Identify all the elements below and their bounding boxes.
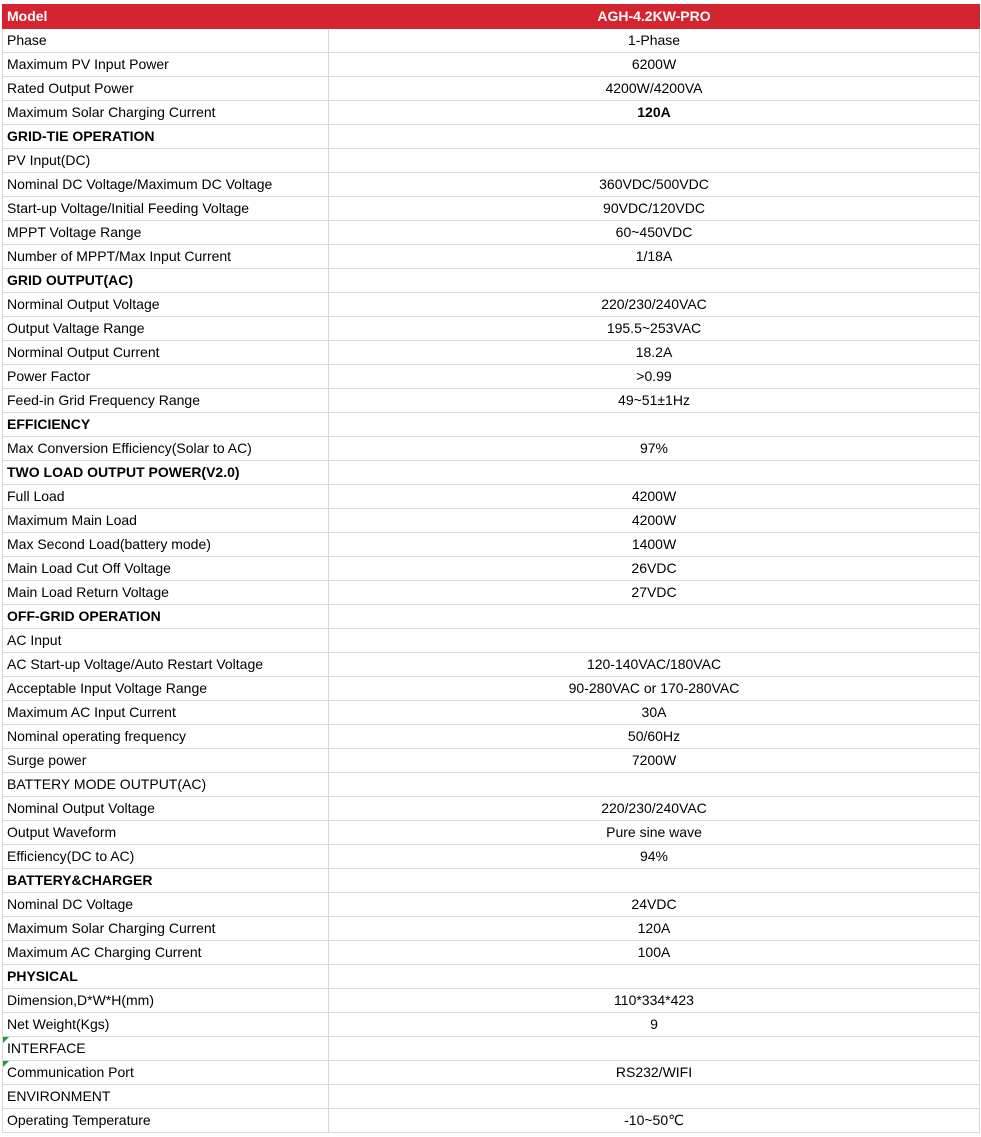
spec-value-cell[interactable]: 360VDC/500VDC bbox=[329, 173, 980, 197]
spec-label-cell[interactable]: Rated Output Power bbox=[3, 77, 329, 101]
spec-label-cell[interactable]: Full Load bbox=[3, 485, 329, 509]
spec-row bbox=[3, 149, 980, 173]
spec-label-cell[interactable]: Norminal Output Current bbox=[3, 341, 329, 365]
spec-value-cell[interactable]: 110*334*423 bbox=[329, 989, 980, 1013]
section-title-cell[interactable]: OFF-GRID OPERATION bbox=[3, 605, 329, 629]
section-header-row bbox=[3, 125, 980, 149]
section-title-cell[interactable]: TWO LOAD OUTPUT POWER(V2.0) bbox=[3, 461, 329, 485]
spec-value-cell[interactable] bbox=[329, 125, 980, 149]
spec-value-cell[interactable]: 4200W bbox=[329, 509, 980, 533]
spec-value-cell[interactable]: 24VDC bbox=[329, 893, 980, 917]
spec-label-cell[interactable]: Norminal Output Voltage bbox=[3, 293, 329, 317]
header-row bbox=[3, 5, 980, 29]
spec-row bbox=[3, 917, 980, 941]
spec-value-cell[interactable]: 120A bbox=[329, 101, 980, 125]
spec-row bbox=[3, 29, 980, 53]
spec-label-cell[interactable]: Maximum Main Load bbox=[3, 509, 329, 533]
spec-row bbox=[3, 845, 980, 869]
section-title-cell[interactable]: EFFICIENCY bbox=[3, 413, 329, 437]
spec-row bbox=[3, 749, 980, 773]
spec-value-cell[interactable]: RS232/WIFI bbox=[329, 1061, 980, 1085]
spec-label-cell[interactable]: Feed-in Grid Frequency Range bbox=[3, 389, 329, 413]
spec-row bbox=[3, 221, 980, 245]
spec-row bbox=[3, 821, 980, 845]
spec-row bbox=[3, 989, 980, 1013]
spec-row bbox=[3, 101, 980, 125]
spec-value-cell[interactable]: 90VDC/120VDC bbox=[329, 197, 980, 221]
section-title-cell[interactable]: PHYSICAL bbox=[3, 965, 329, 989]
spec-label-cell[interactable]: Operating Temperature bbox=[3, 1109, 329, 1133]
spec-value-cell[interactable] bbox=[329, 629, 980, 653]
spec-label-cell[interactable]: Nominal Output Voltage bbox=[3, 797, 329, 821]
spec-value-cell[interactable]: -10~50℃ bbox=[329, 1109, 980, 1133]
spec-label-cell[interactable]: Main Load Cut Off Voltage bbox=[3, 557, 329, 581]
section-header-row bbox=[3, 461, 980, 485]
spec-label-cell[interactable]: Dimension,D*W*H(mm) bbox=[3, 989, 329, 1013]
spec-value-cell[interactable] bbox=[329, 1037, 980, 1061]
spec-value-cell[interactable]: 30A bbox=[329, 701, 980, 725]
spec-label-cell[interactable]: Start-up Voltage/Initial Feeding Voltage bbox=[3, 197, 329, 221]
spec-label-cell[interactable]: MPPT Voltage Range bbox=[3, 221, 329, 245]
spec-value-cell[interactable] bbox=[329, 773, 980, 797]
spec-row bbox=[3, 941, 980, 965]
spec-label-cell[interactable]: Phase bbox=[3, 29, 329, 53]
spec-value-cell[interactable]: 7200W bbox=[329, 749, 980, 773]
spec-row bbox=[3, 173, 980, 197]
spec-row bbox=[3, 1085, 980, 1109]
spec-label-cell[interactable]: Nominal DC Voltage/Maximum DC Voltage bbox=[3, 173, 329, 197]
spec-value-cell[interactable]: 49~51±1Hz bbox=[329, 389, 980, 413]
spec-row bbox=[3, 197, 980, 221]
spec-sheet bbox=[2, 4, 979, 1133]
spec-label-cell[interactable]: Power Factor bbox=[3, 365, 329, 389]
spec-value-cell[interactable] bbox=[329, 1085, 980, 1109]
section-header-row bbox=[3, 605, 980, 629]
spec-row bbox=[3, 245, 980, 269]
spec-row bbox=[3, 1037, 980, 1061]
spec-row bbox=[3, 365, 980, 389]
spec-value-cell[interactable]: 120-140VAC/180VAC bbox=[329, 653, 980, 677]
section-title-cell[interactable]: BATTERY&CHARGER bbox=[3, 869, 329, 893]
spec-value-cell[interactable] bbox=[329, 605, 980, 629]
spec-row bbox=[3, 1061, 980, 1085]
spec-table bbox=[2, 4, 980, 1133]
spec-value-cell[interactable]: 120A bbox=[329, 917, 980, 941]
spec-value-cell[interactable]: 220/230/240VAC bbox=[329, 797, 980, 821]
spec-label-cell[interactable]: Maximum Solar Charging Current bbox=[3, 917, 329, 941]
spec-row bbox=[3, 533, 980, 557]
spec-value-cell[interactable]: Pure sine wave bbox=[329, 821, 980, 845]
header-value-cell[interactable]: AGH-4.2KW-PRO bbox=[329, 5, 980, 29]
spec-value-cell[interactable]: 97% bbox=[329, 437, 980, 461]
spec-row bbox=[3, 893, 980, 917]
spec-label-cell[interactable]: Maximum AC Input Current bbox=[3, 701, 329, 725]
spec-value-cell[interactable]: 90-280VAC or 170-280VAC bbox=[329, 677, 980, 701]
spec-label-cell[interactable]: Maximum AC Charging Current bbox=[3, 941, 329, 965]
spec-label-cell[interactable]: Max Second Load(battery mode) bbox=[3, 533, 329, 557]
spec-value-cell[interactable] bbox=[329, 869, 980, 893]
spec-label-cell[interactable]: Number of MPPT/Max Input Current bbox=[3, 245, 329, 269]
spec-row bbox=[3, 509, 980, 533]
spec-value-cell[interactable] bbox=[329, 413, 980, 437]
spec-label-cell[interactable]: Nominal operating frequency bbox=[3, 725, 329, 749]
spec-row bbox=[3, 701, 980, 725]
spec-value-cell[interactable]: 220/230/240VAC bbox=[329, 293, 980, 317]
spec-label-cell[interactable]: Output Waveform bbox=[3, 821, 329, 845]
spec-value-cell[interactable]: 9 bbox=[329, 1013, 980, 1037]
spec-row bbox=[3, 1013, 980, 1037]
spec-label-cell[interactable]: ENVIRONMENT bbox=[3, 1085, 329, 1109]
spec-value-cell[interactable]: 1/18A bbox=[329, 245, 980, 269]
spec-label-cell[interactable]: Output Valtage Range bbox=[3, 317, 329, 341]
spec-value-cell[interactable]: 4200W/4200VA bbox=[329, 77, 980, 101]
spec-row bbox=[3, 773, 980, 797]
section-title-cell[interactable]: GRID OUTPUT(AC) bbox=[3, 269, 329, 293]
spec-label-cell[interactable]: Surge power bbox=[3, 749, 329, 773]
spec-label-cell[interactable]: BATTERY MODE OUTPUT(AC) bbox=[3, 773, 329, 797]
spec-value-cell[interactable]: 6200W bbox=[329, 53, 980, 77]
spec-value-cell[interactable] bbox=[329, 149, 980, 173]
section-header-row bbox=[3, 869, 980, 893]
spec-row bbox=[3, 557, 980, 581]
spec-row bbox=[3, 341, 980, 365]
spec-value-cell[interactable]: 60~450VDC bbox=[329, 221, 980, 245]
spec-value-cell[interactable] bbox=[329, 269, 980, 293]
spec-label-cell[interactable]: PV Input(DC) bbox=[3, 149, 329, 173]
section-header-row bbox=[3, 413, 980, 437]
spec-label-cell[interactable]: AC Start-up Voltage/Auto Restart Voltage bbox=[3, 653, 329, 677]
spec-value-cell[interactable]: 1400W bbox=[329, 533, 980, 557]
spec-label-cell[interactable]: Efficiency(DC to AC) bbox=[3, 845, 329, 869]
spec-label-cell[interactable]: Maximum PV Input Power bbox=[3, 53, 329, 77]
header-label-cell[interactable]: Model bbox=[3, 5, 329, 29]
spec-value-cell[interactable] bbox=[329, 461, 980, 485]
spec-row bbox=[3, 317, 980, 341]
section-header-row bbox=[3, 965, 980, 989]
spec-value-cell[interactable] bbox=[329, 965, 980, 989]
spec-row bbox=[3, 1109, 980, 1133]
spec-row bbox=[3, 485, 980, 509]
section-title-cell[interactable]: GRID-TIE OPERATION bbox=[3, 125, 329, 149]
spec-label-cell[interactable]: Nominal DC Voltage bbox=[3, 893, 329, 917]
spec-label-cell[interactable]: Maximum Solar Charging Current bbox=[3, 101, 329, 125]
spec-row bbox=[3, 725, 980, 749]
spec-row bbox=[3, 389, 980, 413]
spec-row bbox=[3, 677, 980, 701]
spec-label-cell[interactable]: Net Weight(Kgs) bbox=[3, 1013, 329, 1037]
spec-label-cell[interactable]: AC Input bbox=[3, 629, 329, 653]
spec-label-cell[interactable]: INTERFACE bbox=[3, 1037, 329, 1061]
section-header-row bbox=[3, 269, 980, 293]
spec-value-cell[interactable]: 26VDC bbox=[329, 557, 980, 581]
spec-value-cell[interactable]: 27VDC bbox=[329, 581, 980, 605]
spec-row bbox=[3, 437, 980, 461]
spec-value-cell[interactable]: >0.99 bbox=[329, 365, 980, 389]
spec-row bbox=[3, 293, 980, 317]
spec-row bbox=[3, 77, 980, 101]
spec-value-cell[interactable]: 1-Phase bbox=[329, 29, 980, 53]
spec-value-cell[interactable]: 4200W bbox=[329, 485, 980, 509]
spec-row bbox=[3, 629, 980, 653]
spec-label-cell[interactable]: Communication Port bbox=[3, 1061, 329, 1085]
spec-row bbox=[3, 581, 980, 605]
spec-label-cell[interactable]: Max Conversion Efficiency(Solar to AC) bbox=[3, 437, 329, 461]
spec-row bbox=[3, 53, 980, 77]
spec-label-cell[interactable]: Main Load Return Voltage bbox=[3, 581, 329, 605]
spec-value-cell[interactable]: 94% bbox=[329, 845, 980, 869]
spec-value-cell[interactable]: 100A bbox=[329, 941, 980, 965]
spec-label-cell[interactable]: Acceptable Input Voltage Range bbox=[3, 677, 329, 701]
spec-value-cell[interactable]: 195.5~253VAC bbox=[329, 317, 980, 341]
spec-row bbox=[3, 653, 980, 677]
spec-row bbox=[3, 797, 980, 821]
spec-value-cell[interactable]: 18.2A bbox=[329, 341, 980, 365]
spec-value-cell[interactable]: 50/60Hz bbox=[329, 725, 980, 749]
spec-table-body bbox=[3, 5, 980, 1133]
